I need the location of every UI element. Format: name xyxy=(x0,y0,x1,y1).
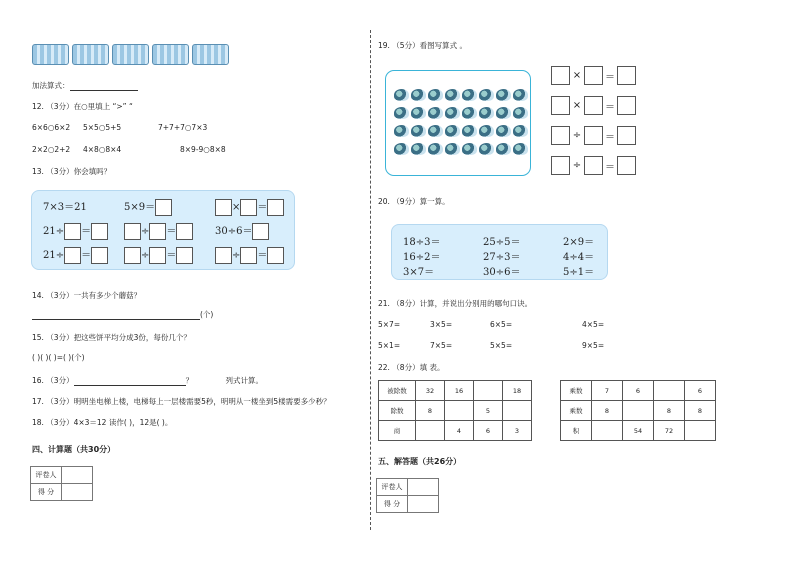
table-cell[interactable]: 8 xyxy=(685,401,716,421)
q14-title: 14. （3分）一共有多少个蘑菇？ xyxy=(32,291,142,300)
operator: ÷ xyxy=(141,250,150,261)
q13-eq xyxy=(124,246,193,264)
q20-item[interactable]: 16÷2＝ xyxy=(403,252,441,263)
table-header: 除数 xyxy=(379,401,416,421)
squirrel-icon xyxy=(496,89,511,101)
reviewer-cell[interactable] xyxy=(408,479,439,496)
squirrel-icon xyxy=(513,107,528,119)
q20-item[interactable]: 4÷4＝ xyxy=(563,252,595,263)
score-label: 得 分 xyxy=(31,484,62,501)
squirrel-picture xyxy=(385,70,531,176)
squirrel-icon xyxy=(462,89,477,101)
q13-eq xyxy=(124,222,193,240)
q14-unit: (个) xyxy=(200,310,214,319)
table-cell[interactable]: 8 xyxy=(592,401,623,421)
equals: ＝ xyxy=(257,202,268,213)
q21-item[interactable]: 7×5= xyxy=(430,341,453,350)
squirrel-icon xyxy=(479,89,494,101)
q13-title: 13. （3分）你会填吗？ xyxy=(32,167,112,176)
q13-eq xyxy=(215,222,269,240)
squirrel-icon xyxy=(496,143,511,155)
q22-title: 22. （8分）填 表。 xyxy=(378,363,445,372)
answer-box[interactable] xyxy=(617,96,636,115)
table-header: 乘数 xyxy=(561,381,592,401)
q13-eq: 7×3＝21 xyxy=(43,202,87,213)
squirrel-icon xyxy=(445,143,460,155)
table-cell[interactable] xyxy=(416,421,445,441)
table-cell[interactable]: 6 xyxy=(685,381,716,401)
q12-item: 4×8○8×4 xyxy=(83,145,122,154)
score-cell[interactable] xyxy=(62,484,93,501)
score-cell[interactable] xyxy=(408,496,439,513)
q13-eq xyxy=(124,198,172,216)
answer-box[interactable] xyxy=(91,247,108,264)
table-cell[interactable] xyxy=(654,381,685,401)
q14-answer-line[interactable] xyxy=(32,319,200,320)
q13-eq xyxy=(43,246,108,264)
squirrel-icon xyxy=(462,107,477,119)
q16 xyxy=(32,375,263,386)
q16-question-mark: ？ xyxy=(185,376,194,385)
answer-box[interactable] xyxy=(584,126,603,145)
q11-label: 加法算式： xyxy=(32,81,70,90)
answer-box[interactable] xyxy=(551,66,570,85)
table-cell[interactable] xyxy=(592,421,623,441)
q19-row xyxy=(551,156,636,175)
squirrel-icon xyxy=(394,89,409,101)
answer-box[interactable] xyxy=(267,247,284,264)
q20-item[interactable]: 2×9＝ xyxy=(563,237,595,248)
squirrel-icon xyxy=(445,107,460,119)
q15-expression[interactable]: ( )( )( )=( )(个) xyxy=(32,353,85,362)
answer-box[interactable] xyxy=(617,66,636,85)
squirrel-icon xyxy=(496,125,511,137)
cake-plate xyxy=(72,44,109,65)
squirrel-icon xyxy=(462,143,477,155)
answer-box[interactable] xyxy=(551,126,570,145)
squirrel-icon xyxy=(479,125,494,137)
answer-box[interactable] xyxy=(215,247,232,264)
answer-box[interactable] xyxy=(215,199,232,216)
table-cell[interactable]: 5 xyxy=(474,401,503,421)
operator: ÷ xyxy=(141,226,150,237)
q16-tail: 列式计算。 xyxy=(225,376,263,385)
answer-box[interactable] xyxy=(584,66,603,85)
table-cell[interactable]: 18 xyxy=(503,381,532,401)
section-4-title: 四、计算题（共30分） xyxy=(32,445,116,454)
answer-box[interactable] xyxy=(149,247,166,264)
answer-box[interactable] xyxy=(584,96,603,115)
q21-item[interactable]: 6×5= xyxy=(490,320,513,329)
table-cell[interactable]: 8 xyxy=(654,401,685,421)
q13-eq xyxy=(215,198,284,216)
table-cell[interactable]: 32 xyxy=(416,381,445,401)
squirrel-grid xyxy=(394,89,528,155)
q20-item[interactable]: 5÷1＝ xyxy=(563,267,595,278)
operator: ÷ xyxy=(232,250,241,261)
q13-eq-text: 21÷ xyxy=(43,250,65,261)
score-table xyxy=(30,466,93,501)
q21-item[interactable]: 3×5= xyxy=(430,320,453,329)
answer-box[interactable] xyxy=(617,156,636,175)
q11-addition xyxy=(32,80,138,91)
operator: ÷ xyxy=(572,130,582,141)
q12-title: 12. （3分）在○里填上 “>” “ xyxy=(32,102,133,111)
q13-eq-text: 21÷ xyxy=(43,226,65,237)
squirrel-icon xyxy=(428,89,443,101)
operator: ÷ xyxy=(572,160,582,171)
equals: ＝ xyxy=(605,102,615,113)
q20-item[interactable]: 30÷6＝ xyxy=(483,267,521,278)
table-cell[interactable] xyxy=(623,401,654,421)
table-cell[interactable]: 6 xyxy=(623,381,654,401)
answer-box[interactable] xyxy=(155,199,172,216)
answer-box[interactable] xyxy=(64,223,81,240)
squirrel-icon xyxy=(394,107,409,119)
q11-answer-line[interactable] xyxy=(70,90,138,91)
squirrel-icon xyxy=(462,125,477,137)
answer-box[interactable] xyxy=(551,96,570,115)
q16-answer-line[interactable] xyxy=(74,385,186,386)
cake-plate xyxy=(112,44,149,65)
equals: ＝ xyxy=(166,250,177,261)
table-header: 积 xyxy=(561,421,592,441)
equals: ＝ xyxy=(257,250,268,261)
equals: ＝ xyxy=(605,72,615,83)
cake-plate xyxy=(192,44,229,65)
reviewer-cell[interactable] xyxy=(62,467,93,484)
answer-box[interactable] xyxy=(617,126,636,145)
table-cell[interactable] xyxy=(474,381,503,401)
q21-title: 21. （8分）计算，并说出分别用的哪句口诀。 xyxy=(378,299,533,308)
table-cell[interactable]: 8 xyxy=(416,401,445,421)
equals: ＝ xyxy=(166,226,177,237)
score-label: 得 分 xyxy=(377,496,408,513)
table-cell[interactable]: 54 xyxy=(623,421,654,441)
q20-item[interactable]: 3×7＝ xyxy=(403,267,435,278)
operator: × xyxy=(572,100,582,111)
cake-plate xyxy=(32,44,69,65)
cake-plates-image xyxy=(32,44,229,65)
equals: ＝ xyxy=(605,132,615,143)
q20-item[interactable]: 25÷5＝ xyxy=(483,237,521,248)
squirrel-icon xyxy=(479,107,494,119)
squirrel-icon xyxy=(411,125,426,137)
q21-item[interactable]: 4×5= xyxy=(582,320,605,329)
table-header: 商 xyxy=(379,421,416,441)
operator: × xyxy=(232,202,241,213)
q12-item: 2×2○2+2 xyxy=(32,145,71,154)
squirrel-icon xyxy=(496,107,511,119)
q17: 17. （3分）明明坐电梯上楼，电梯每上一层楼需要5秒，明明从一楼坐到5楼需要多少秒？ xyxy=(32,397,331,406)
squirrel-icon xyxy=(428,125,443,137)
score-table xyxy=(376,478,439,513)
squirrel-icon xyxy=(411,143,426,155)
squirrel-icon xyxy=(428,143,443,155)
equals: ＝ xyxy=(81,250,92,261)
squirrel-icon xyxy=(513,89,528,101)
squirrel-icon xyxy=(411,89,426,101)
q20-item[interactable]: 27÷3＝ xyxy=(483,252,521,263)
q19-row xyxy=(551,66,636,85)
q12-item: 6×6○6×2 xyxy=(32,123,71,132)
q21-item[interactable]: 5×1= xyxy=(378,341,401,350)
q19-row xyxy=(551,126,636,145)
squirrel-icon xyxy=(428,107,443,119)
squirrel-icon xyxy=(394,125,409,137)
answer-box[interactable] xyxy=(267,199,284,216)
operator: × xyxy=(572,70,582,81)
q19-title: 19. （5分）看图写算式 。 xyxy=(378,41,467,50)
q16-label: 16. （3分） xyxy=(32,376,74,385)
q13-eq xyxy=(43,222,108,240)
answer-box[interactable] xyxy=(124,223,141,240)
squirrel-icon xyxy=(479,143,494,155)
table-cell[interactable] xyxy=(503,401,532,421)
q22-division-table xyxy=(378,380,532,441)
table-cell[interactable]: 3 xyxy=(503,421,532,441)
q21-item[interactable]: 9×5= xyxy=(582,341,605,350)
answer-box[interactable] xyxy=(551,156,570,175)
answer-box[interactable] xyxy=(91,223,108,240)
q13-eq-text: 5×9＝ xyxy=(124,202,156,213)
table-cell[interactable] xyxy=(685,421,716,441)
q14-answer xyxy=(32,309,213,320)
squirrel-icon xyxy=(445,89,460,101)
table-header: 被除数 xyxy=(379,381,416,401)
answer-box[interactable] xyxy=(124,247,141,264)
table-cell[interactable] xyxy=(445,401,474,421)
column-divider xyxy=(370,30,371,530)
q12-item: 8×9-9○8×8 xyxy=(180,145,226,154)
q13-eq-text: 30÷6＝ xyxy=(215,226,253,237)
q22-multiplication-table xyxy=(560,380,716,441)
cake-plate xyxy=(152,44,189,65)
table-cell[interactable]: 4 xyxy=(445,421,474,441)
equals: ＝ xyxy=(81,226,92,237)
reviewer-label: 评卷人 xyxy=(377,479,408,496)
answer-box[interactable] xyxy=(64,247,81,264)
squirrel-icon xyxy=(513,125,528,137)
q19-row xyxy=(551,96,636,115)
table-header: 乘数 xyxy=(561,401,592,421)
equals: ＝ xyxy=(605,162,615,173)
q20-item[interactable]: 18÷3＝ xyxy=(403,237,441,248)
squirrel-icon xyxy=(445,125,460,137)
squirrel-icon xyxy=(394,143,409,155)
q15-title: 15. （3分）把这些饼平均分成3份，每份几个？ xyxy=(32,333,191,342)
answer-box[interactable] xyxy=(176,247,193,264)
reviewer-label: 评卷人 xyxy=(31,467,62,484)
answer-box[interactable] xyxy=(149,223,166,240)
answer-box[interactable] xyxy=(240,247,257,264)
table-cell[interactable]: 72 xyxy=(654,421,685,441)
q12-item: 5×5○5+5 xyxy=(83,123,122,132)
answer-box[interactable] xyxy=(240,199,257,216)
squirrel-icon xyxy=(411,107,426,119)
q21-item[interactable]: 5×5= xyxy=(490,341,513,350)
q18: 18. （3分）4×3＝12 读作( )，12是( )。 xyxy=(32,418,173,427)
squirrel-icon xyxy=(513,143,528,155)
section-5-title: 五、解答题（共26分） xyxy=(378,457,462,466)
table-cell[interactable]: 7 xyxy=(592,381,623,401)
table-cell[interactable]: 16 xyxy=(445,381,474,401)
answer-box[interactable] xyxy=(584,156,603,175)
q13-eq xyxy=(215,246,284,264)
q21-item[interactable]: 5×7= xyxy=(378,320,401,329)
q20-title: 20. （9分）算一算。 xyxy=(378,197,450,206)
answer-box[interactable] xyxy=(176,223,193,240)
q12-item: 7+7+7○7×3 xyxy=(158,123,208,132)
answer-box[interactable] xyxy=(252,223,269,240)
table-cell[interactable]: 6 xyxy=(474,421,503,441)
